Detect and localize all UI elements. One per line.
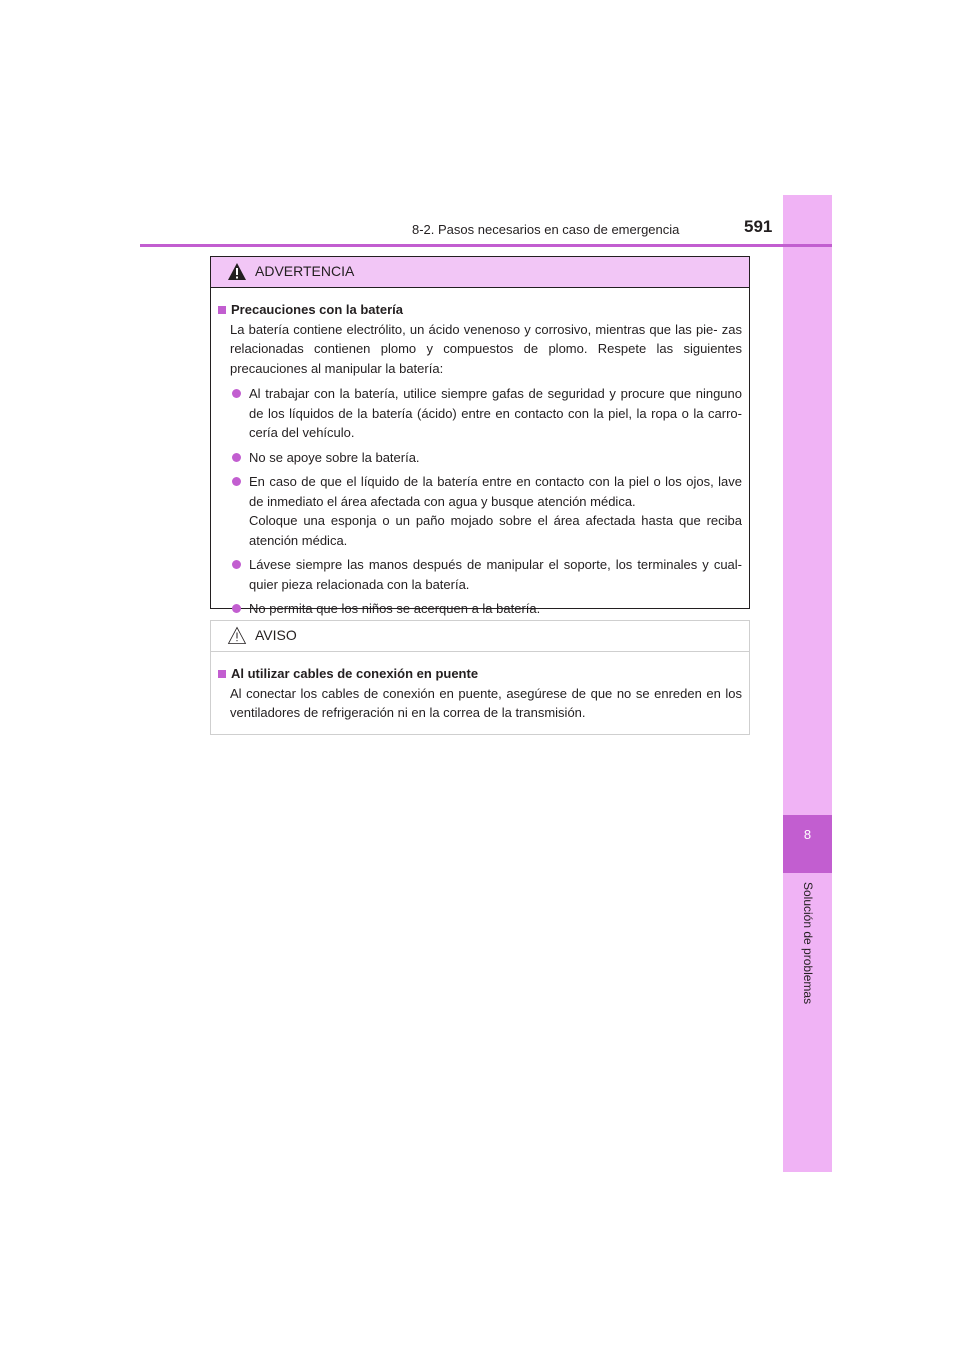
header-divider [140, 244, 832, 247]
bullet-dot-icon [232, 560, 241, 569]
list-item: En caso de que el líquido de la batería entre en contacto con la piel o los ojos, lave de inmediato el área afectada con agua y busque atención médica. Coloque una esponja o un paño mojado sobre el área afectada hasta que reciba atención médica. [249, 472, 742, 550]
notice-heading: Al utilizar cables de conexión en puente [218, 664, 742, 684]
warning-heading: Precauciones con la batería [218, 300, 742, 320]
bullet-dot-icon [232, 477, 241, 486]
chapter-number-tab [783, 815, 832, 873]
bullet-dot-icon [232, 604, 241, 613]
page-number: 591 [744, 217, 773, 236]
notice-box-title: AVISO [255, 627, 297, 643]
caution-triangle-icon [227, 626, 247, 645]
warning-triangle-icon [227, 262, 247, 281]
warning-box-title: ADVERTENCIA [255, 263, 355, 279]
notice-box-header [211, 621, 749, 652]
list-item: No permita que los niños se acerquen a la batería. [249, 599, 742, 619]
notice-box [210, 620, 750, 735]
warning-box-header [211, 257, 749, 288]
list-item: Al trabajar con la batería, utilice siempre gafas de seguridad y procure que ninguno de los líquidos de la batería (ácido) entre en contacto con la piel, la ropa o la carro- cería del vehículo. [249, 384, 742, 443]
list-item: No se apoye sobre la batería. [249, 448, 742, 468]
warning-box [210, 256, 750, 616]
square-bullet-icon [218, 306, 226, 314]
section-title: 8-2. Pasos necesarios en caso de emergencia [412, 222, 680, 237]
bullet-dot-icon [232, 453, 241, 462]
chapter-number: 8 [803, 827, 812, 842]
bullet-dot-icon [232, 389, 241, 398]
notice-body: Al conectar los cables de conexión en puente, asegúrese de que no se enreden en los ventiladores de refrigeración ni en la correa de la transmisión. [230, 685, 742, 720]
square-bullet-icon [218, 670, 226, 678]
list-item: Lávese siempre las manos después de manipular el soporte, los terminales y cual- quier pieza relacionada con la batería. [249, 555, 742, 594]
warning-intro: La batería contiene electrólito, un ácido venenoso y corrosivo, mientras que las pie- zas relacionadas contienen plomo y compuestos de plomo. Respete las siguientes precauciones al manipular la batería: [230, 321, 742, 376]
chapter-title: Solución de problemas [801, 882, 815, 1005]
